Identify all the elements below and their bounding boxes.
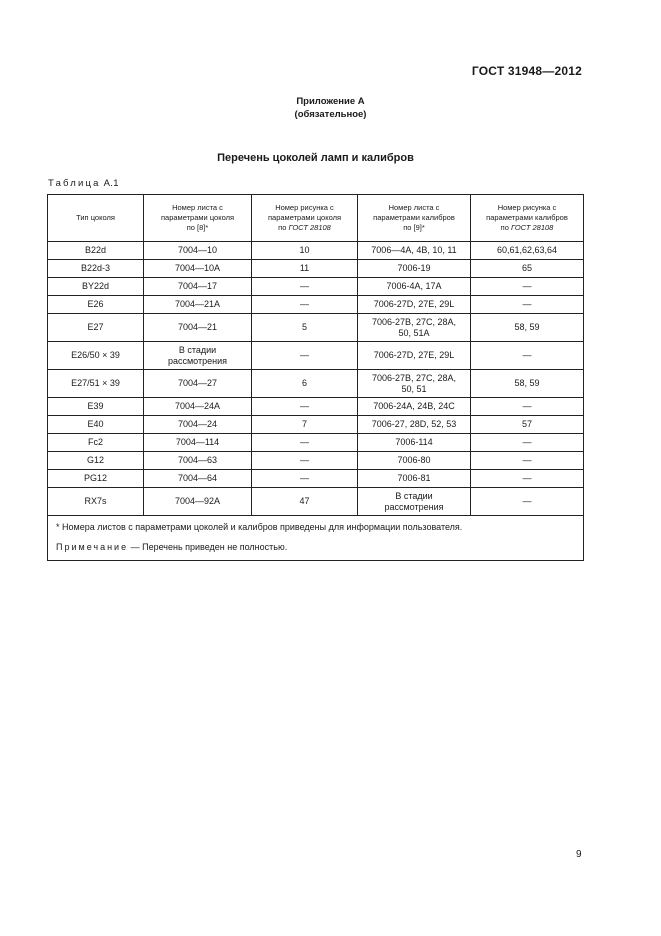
table-row xyxy=(48,452,584,470)
cell-sheet: 7004—63 xyxy=(144,452,252,470)
cell-gauge: 7006-4A, 17A xyxy=(358,278,471,296)
table-row xyxy=(48,434,584,452)
cell-fig: — xyxy=(252,452,358,470)
cell-fig: 5 xyxy=(252,314,358,342)
cell-type: B22d-3 xyxy=(48,260,144,278)
cell-type: B22d xyxy=(48,242,144,260)
cell-type: RX7s xyxy=(48,488,144,516)
table-caption-number: А.1 xyxy=(103,178,119,189)
cell-gauge-fig: 57 xyxy=(471,416,584,434)
cell-gauge-fig: 58, 59 xyxy=(471,370,584,398)
table-caption xyxy=(48,178,119,189)
table-note xyxy=(48,537,584,561)
cell-gauge: 7006-80 xyxy=(358,452,471,470)
cell-type: E39 xyxy=(48,398,144,416)
table-row xyxy=(48,370,584,398)
cell-type: E27/51 × 39 xyxy=(48,370,144,398)
cell-gauge: 7006-27B, 27C, 28A, 50, 51A xyxy=(358,314,471,342)
cell-sheet: В стадии рассмотрения xyxy=(144,342,252,370)
list-title: Перечень цоколей ламп и калибров xyxy=(217,152,414,164)
appendix-heading xyxy=(0,95,661,121)
cell-fig: 11 xyxy=(252,260,358,278)
cell-sheet: 7004—21 xyxy=(144,314,252,342)
note-word: Примечание xyxy=(56,541,129,552)
table-caption-word: Таблица xyxy=(48,178,101,189)
cell-gauge-fig: — xyxy=(471,470,584,488)
cell-gauge-fig: — xyxy=(471,398,584,416)
cell-gauge: 7006-19 xyxy=(358,260,471,278)
cell-type: E26 xyxy=(48,296,144,314)
cell-gauge: 7006-81 xyxy=(358,470,471,488)
cell-sheet: 7004—27 xyxy=(144,370,252,398)
cell-sheet: 7004—92А xyxy=(144,488,252,516)
page-number: 9 xyxy=(576,849,582,860)
cell-sheet: 7004—10А xyxy=(144,260,252,278)
table-row xyxy=(48,416,584,434)
table-row xyxy=(48,470,584,488)
cell-fig: 6 xyxy=(252,370,358,398)
cell-fig: 10 xyxy=(252,242,358,260)
header-cap-figure: Номер рисунка с параметрами цоколя по ГОСТ 28108 xyxy=(252,195,358,242)
cell-gauge: 7006-27, 28D, 52, 53 xyxy=(358,416,471,434)
table-row xyxy=(48,242,584,260)
table-row xyxy=(48,296,584,314)
cell-sheet: 7004—64 xyxy=(144,470,252,488)
cell-gauge-fig: — xyxy=(471,342,584,370)
cell-fig: 47 xyxy=(252,488,358,516)
cell-sheet: 7004—24 xyxy=(144,416,252,434)
cell-gauge-fig: 65 xyxy=(471,260,584,278)
cell-gauge-fig: 60,61,62,63,64 xyxy=(471,242,584,260)
cell-gauge: 7006-114 xyxy=(358,434,471,452)
note-row xyxy=(48,537,584,561)
cell-sheet: 7004—10 xyxy=(144,242,252,260)
cell-fig: — xyxy=(252,398,358,416)
cell-gauge-fig: — xyxy=(471,278,584,296)
cell-gauge: 7006-27B, 27C, 28A, 50, 51 xyxy=(358,370,471,398)
cell-type: E26/50 × 39 xyxy=(48,342,144,370)
table-footnote: * Номера листов с параметрами цоколей и калибров приведены для информации пользователя. xyxy=(48,516,584,538)
cell-fig: — xyxy=(252,342,358,370)
cell-fig: — xyxy=(252,470,358,488)
cell-type: E27 xyxy=(48,314,144,342)
cell-fig: — xyxy=(252,296,358,314)
table-row xyxy=(48,314,584,342)
cell-type: G12 xyxy=(48,452,144,470)
table-row xyxy=(48,342,584,370)
cell-type: E40 xyxy=(48,416,144,434)
cell-gauge: 7006-27D, 27E, 29L xyxy=(358,296,471,314)
cell-sheet: 7004—24А xyxy=(144,398,252,416)
cell-gauge-fig: — xyxy=(471,452,584,470)
cell-gauge-fig: — xyxy=(471,488,584,516)
cell-gauge: 7006-24A, 24B, 24C xyxy=(358,398,471,416)
cell-gauge: 7006-27D, 27E, 29L xyxy=(358,342,471,370)
cell-sheet: 7004—114 xyxy=(144,434,252,452)
header-gauge-figure: Номер рисунка с параметрами калибров по ГОСТ 28108 xyxy=(471,195,584,242)
cell-gauge-fig: — xyxy=(471,296,584,314)
cell-sheet: 7004—17 xyxy=(144,278,252,296)
header-gauge-sheet: Номер листа с параметрами калибров по [9]* xyxy=(358,195,471,242)
cell-fig: — xyxy=(252,434,358,452)
table-row xyxy=(48,278,584,296)
table-row xyxy=(48,398,584,416)
cell-fig: 7 xyxy=(252,416,358,434)
table-header-row xyxy=(48,195,584,242)
cell-type: Fc2 xyxy=(48,434,144,452)
cell-gauge: В стадии рассмотрения xyxy=(358,488,471,516)
note-text: — Перечень приведен не полностью. xyxy=(128,541,288,552)
cell-sheet: 7004—21А xyxy=(144,296,252,314)
header-cap-type: Тип цоколя xyxy=(48,195,144,242)
cell-gauge-fig: 58, 59 xyxy=(471,314,584,342)
cell-type: BY22d xyxy=(48,278,144,296)
table-row xyxy=(48,260,584,278)
lamp-caps-table xyxy=(47,194,584,561)
footnote-row xyxy=(48,516,584,538)
appendix-title: Приложение А xyxy=(296,96,365,107)
appendix-status: (обязательное) xyxy=(294,109,367,120)
cell-type: PG12 xyxy=(48,470,144,488)
cell-gauge-fig: — xyxy=(471,434,584,452)
cell-gauge: 7006—4А, 4В, 10, 11 xyxy=(358,242,471,260)
header-cap-sheet: Номер листа с параметрами цоколя по [8]* xyxy=(144,195,252,242)
document-code: ГОСТ 31948—2012 xyxy=(471,64,582,78)
table-row xyxy=(48,488,584,516)
cell-fig: — xyxy=(252,278,358,296)
